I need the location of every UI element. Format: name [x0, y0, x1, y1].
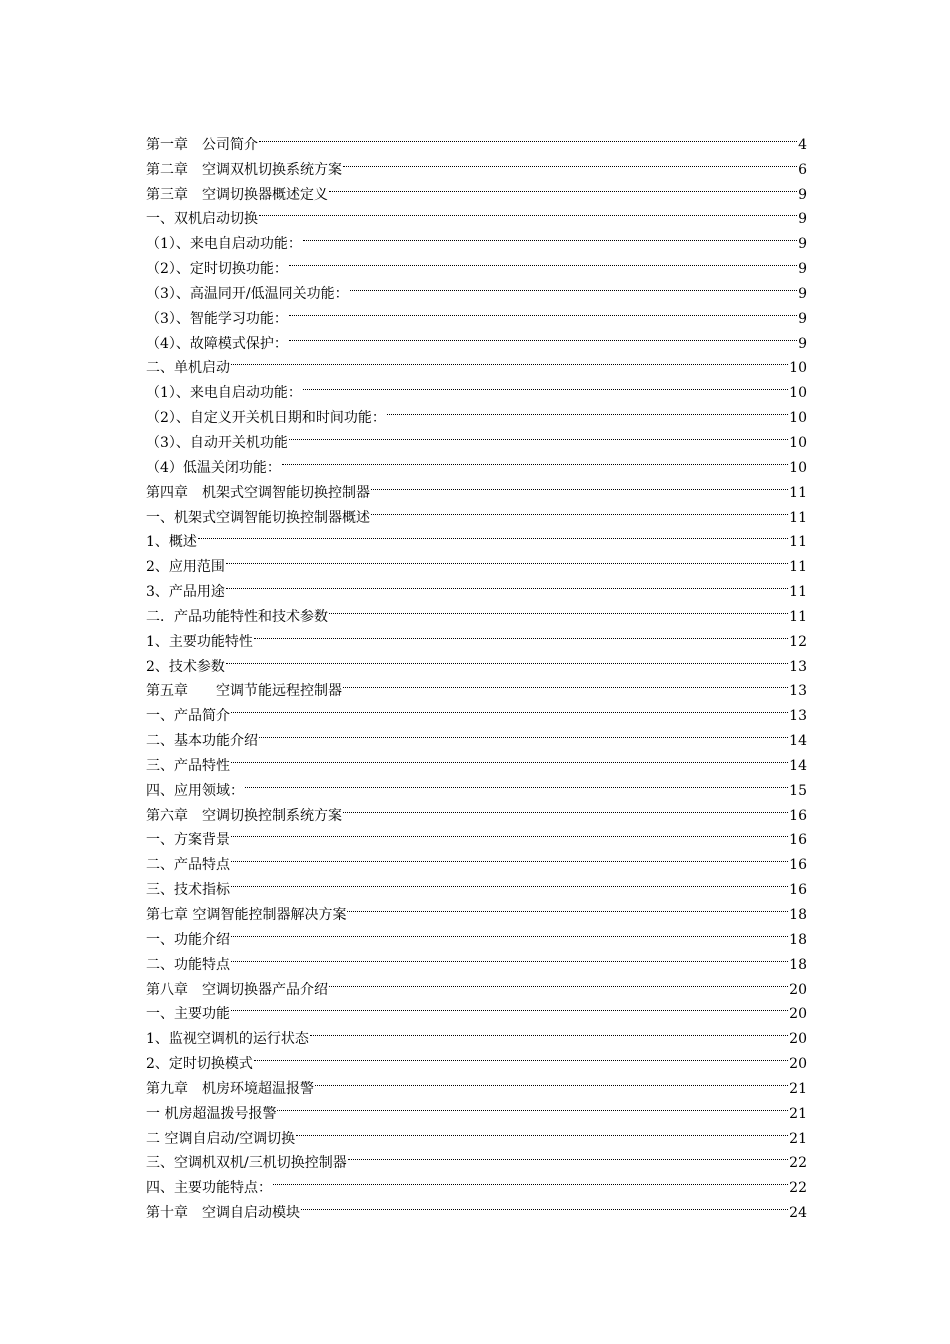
- toc-entry-title: 2、技术参数: [146, 658, 225, 675]
- toc-entry[interactable]: [146, 869, 807, 899]
- toc-dot-leader: [226, 571, 788, 596]
- toc-entry-title: 第八章 空调切换器产品介绍: [146, 981, 328, 998]
- toc-entry-page-number: 21: [789, 1080, 807, 1097]
- toc-entry-page-number: 10: [789, 385, 807, 402]
- toc-entry[interactable]: [146, 969, 807, 998]
- toc-entry-title: （1）、来电自启动功能：: [146, 236, 302, 253]
- toc-entry-title: 第四章 机架式空调智能切换控制器: [146, 484, 370, 501]
- toc-entry-title: （1）、来电自启动功能：: [146, 385, 302, 402]
- toc-entry-page-number: 14: [789, 733, 807, 750]
- toc-dot-leader: [259, 720, 788, 745]
- toc-entry-title: 一、方案背景: [146, 832, 230, 849]
- toc-dot-leader: [289, 422, 788, 447]
- toc-dot-leader: [231, 994, 788, 1019]
- toc-entry-page-number: 16: [789, 857, 807, 874]
- toc-entry-title: 1、主要功能特性: [146, 633, 253, 650]
- toc-entry[interactable]: [146, 522, 807, 551]
- toc-entry-title: 第七章 空调智能控制器解决方案: [146, 907, 347, 923]
- toc-entry[interactable]: [146, 671, 807, 700]
- toc-dot-leader: [231, 348, 788, 373]
- toc-entry-page-number: 10: [789, 434, 807, 451]
- toc-dot-leader: [231, 844, 788, 869]
- toc-dot-leader: [371, 497, 788, 522]
- toc-entry-page-number: 13: [789, 683, 807, 700]
- toc-entry-title: 二、功能特点: [146, 956, 230, 973]
- toc-entry-page-number: 4: [798, 136, 807, 153]
- toc-entry-page-number: 11: [789, 584, 807, 601]
- toc-dot-leader: [387, 397, 788, 422]
- toc-entry-title: 一、功能介绍: [146, 931, 230, 948]
- toc-entry[interactable]: [146, 695, 807, 725]
- toc-entry-page-number: 15: [789, 782, 807, 799]
- toc-dot-leader: [226, 646, 788, 671]
- toc-entry-title: 三、空调机双机/三机切换控制器: [146, 1155, 347, 1172]
- toc-dot-leader: [315, 1068, 788, 1093]
- toc-dot-leader: [231, 919, 788, 944]
- toc-entry[interactable]: [146, 795, 807, 824]
- toc-dot-leader: [343, 795, 788, 820]
- toc-entry-page-number: 10: [789, 360, 807, 377]
- toc-entry-page-number: 22: [789, 1155, 807, 1172]
- toc-entry-page-number: 9: [798, 211, 807, 228]
- toc-entry-title: （3）、智能学习功能：: [146, 310, 288, 327]
- toc-entry-page-number: 20: [789, 1031, 807, 1048]
- toc-entry-page-number: 24: [789, 1205, 807, 1222]
- toc-entry[interactable]: [146, 372, 807, 402]
- toc-entry-title: 二、单机启动: [146, 360, 230, 377]
- toc-entry-page-number: 20: [789, 1006, 807, 1023]
- toc-entry-page-number: 6: [798, 161, 807, 178]
- toc-entry-title: 第五章 空调节能远程控制器: [146, 683, 342, 700]
- toc-entry[interactable]: [146, 820, 807, 849]
- toc-dot-leader: [348, 1143, 788, 1168]
- toc-entry-page-number: 9: [798, 285, 807, 302]
- toc-entry-page-number: 10: [789, 410, 807, 427]
- toc-entry[interactable]: [146, 348, 807, 377]
- toc-dot-leader: [343, 149, 797, 174]
- toc-entry-page-number: 13: [789, 658, 807, 675]
- toc-entry-title: 二．产品功能特性和技术参数: [146, 608, 328, 625]
- toc-entry-page-number: 9: [798, 261, 807, 278]
- toc-entry-title: 1、概述: [146, 534, 197, 551]
- toc-entry-title: 四、主要功能特点：: [146, 1180, 272, 1197]
- toc-dot-leader: [273, 1167, 788, 1192]
- toc-entry[interactable]: [146, 944, 807, 973]
- toc-entry-page-number: 11: [789, 509, 807, 526]
- toc-entry-page-number: 18: [789, 931, 807, 948]
- toc-entry-page-number: 9: [798, 310, 807, 327]
- toc-entry-page-number: 11: [789, 559, 807, 576]
- toc-entry-title: 第三章 空调切换器概述定义: [146, 186, 328, 203]
- toc-entry-title: 2、定时切换模式: [146, 1056, 253, 1073]
- toc-dot-leader: [289, 248, 797, 273]
- toc-dot-leader: [347, 894, 788, 919]
- toc-entry[interactable]: [146, 596, 807, 625]
- toc-entry-title: 二、产品特点: [146, 857, 230, 874]
- toc-dot-leader: [231, 869, 788, 894]
- toc-entry-page-number: 11: [789, 484, 807, 501]
- toc-dot-leader: [226, 546, 788, 571]
- toc-entry-title: 三、技术指标: [146, 882, 230, 899]
- toc-dot-leader: [277, 1093, 788, 1118]
- toc-dot-leader: [371, 472, 788, 497]
- toc-entry[interactable]: [146, 994, 807, 1023]
- toc-entry-page-number: 22: [789, 1180, 807, 1197]
- toc-entry-page-number: 12: [789, 633, 807, 650]
- toc-entry-title: （2）、自定义开关机日期和时间功能：: [146, 410, 386, 427]
- toc-dot-leader: [231, 745, 788, 770]
- toc-entry-page-number: 18: [789, 907, 807, 923]
- toc-dot-leader: [231, 820, 788, 845]
- toc-entry-title: 2、应用范围: [146, 559, 225, 576]
- toc-dot-leader: [254, 621, 788, 646]
- toc-entry[interactable]: [146, 919, 807, 948]
- toc-entry[interactable]: [146, 546, 807, 576]
- toc-entry-page-number: 9: [798, 186, 807, 203]
- toc-dot-leader: [343, 671, 788, 696]
- toc-entry-title: 3、产品用途: [146, 584, 225, 601]
- toc-entry-page-number: 14: [789, 757, 807, 774]
- toc-entry-title: 一、机架式空调智能切换控制器概述: [146, 509, 370, 526]
- toc-dot-leader: [303, 372, 788, 397]
- toc-entry-page-number: 11: [789, 608, 807, 625]
- toc-entry[interactable]: [146, 646, 807, 675]
- toc-dot-leader: [231, 944, 788, 969]
- toc-entry-title: 第九章 机房环境超温报警: [146, 1080, 314, 1097]
- toc-entry-page-number: 21: [789, 1130, 807, 1147]
- toc-entry-title: 四、应用领域：: [146, 782, 244, 799]
- toc-entry-page-number: 20: [789, 1056, 807, 1073]
- toc-entry-page-number: 10: [789, 459, 807, 476]
- toc-entry[interactable]: [146, 571, 807, 601]
- toc-entry-page-number: 16: [789, 807, 807, 824]
- toc-entry-title: （2）、定时切换功能：: [146, 261, 288, 278]
- toc-entry[interactable]: [146, 844, 807, 874]
- toc-dot-leader: [329, 969, 788, 994]
- toc-entry[interactable]: [146, 124, 807, 153]
- toc-dot-leader: [259, 199, 797, 224]
- toc-entry-title: （4）低温关闭功能：: [146, 459, 281, 476]
- toc-entry-page-number: 18: [789, 956, 807, 973]
- toc-entry-page-number: 9: [798, 335, 807, 352]
- toc-entry[interactable]: [146, 1018, 807, 1048]
- toc-entry-title: 第十章 空调自启动模块: [146, 1205, 300, 1222]
- toc-entry[interactable]: [146, 745, 807, 774]
- toc-entry-title: 二、基本功能介绍: [146, 733, 258, 750]
- toc-entry[interactable]: [146, 720, 807, 750]
- toc-dot-leader: [296, 1118, 788, 1143]
- toc-dot-leader: [303, 223, 797, 248]
- toc-dot-leader: [350, 273, 797, 298]
- toc-entry-title: （3）、高温同开/低温同关功能：: [146, 285, 349, 302]
- toc-dot-leader: [198, 522, 788, 547]
- toc-dot-leader: [259, 124, 797, 149]
- toc-entry-title: 1、监视空调机的运行状态: [146, 1031, 309, 1048]
- toc-entry-page-number: 21: [789, 1105, 807, 1122]
- toc-entry-title: （4）、故障模式保护：: [146, 335, 288, 352]
- toc-entry-title: 第六章 空调切换控制系统方案: [146, 807, 342, 824]
- toc-entry-page-number: 20: [789, 981, 807, 998]
- toc-dot-leader: [329, 596, 788, 621]
- toc-entry-page-number: 9: [798, 236, 807, 253]
- toc-entry-page-number: 11: [789, 534, 807, 551]
- toc-entry-title: 一、双机启动切换: [146, 211, 258, 228]
- toc-entry-page-number: 13: [789, 708, 807, 725]
- toc-entry-title: 一、主要功能: [146, 1006, 230, 1023]
- toc-dot-leader: [245, 770, 788, 795]
- toc-entry-page-number: 16: [789, 882, 807, 899]
- toc-entry[interactable]: [146, 770, 807, 799]
- toc-entry-title: 第二章 空调双机切换系统方案: [146, 161, 342, 178]
- toc-dot-leader: [310, 1018, 788, 1043]
- toc-entry-title: 一 机房超温拨号报警: [146, 1105, 277, 1122]
- toc-entry-title: 三、产品特性: [146, 757, 230, 774]
- table-of-contents: [146, 124, 807, 1222]
- toc-entry[interactable]: [146, 894, 807, 923]
- toc-dot-leader: [289, 323, 797, 348]
- toc-dot-leader: [254, 1043, 788, 1068]
- toc-entry-title: 第一章 公司简介: [146, 136, 258, 153]
- toc-entry-title: 一、产品简介: [146, 708, 230, 725]
- toc-dot-leader: [329, 174, 797, 199]
- toc-entry-title: 二 空调自启动/空调切换: [146, 1130, 296, 1147]
- toc-dot-leader: [231, 695, 788, 720]
- toc-entry-page-number: 16: [789, 832, 807, 849]
- toc-dot-leader: [289, 298, 797, 323]
- toc-dot-leader: [301, 1192, 788, 1217]
- toc-dot-leader: [282, 447, 788, 472]
- toc-entry-title: （3）、自动开关机功能: [146, 434, 288, 451]
